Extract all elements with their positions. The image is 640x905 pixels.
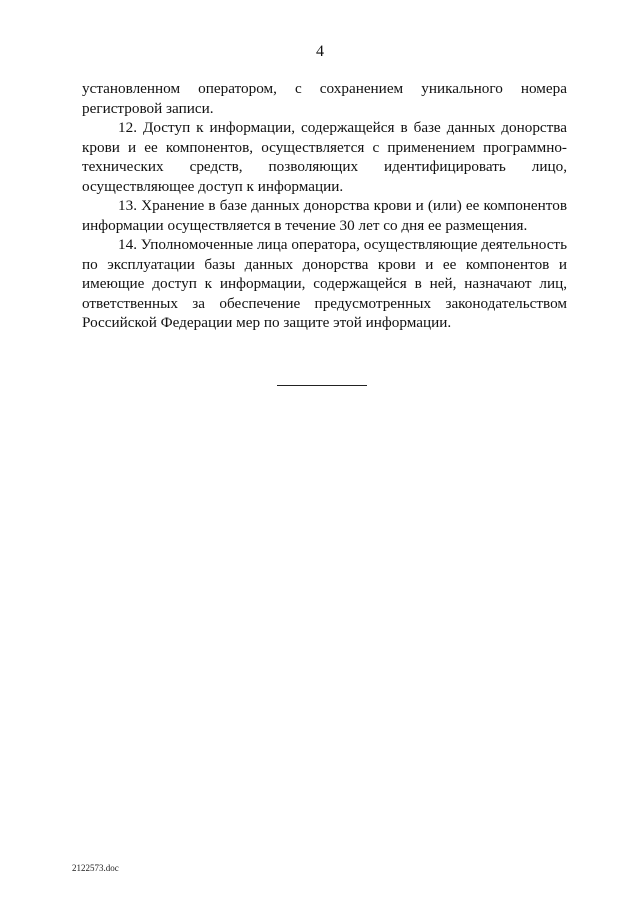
- paragraph-12: 12. Доступ к информации, содержащейся в базе данных донорства крови и ее компонентов, осуществляется с применением программно-технических средств, позволяющих идентифицировать лицо, осуществляющее доступ к информации.: [82, 119, 567, 195]
- end-separator-line: [277, 385, 367, 386]
- paragraph-14: 14. Уполномоченные лица оператора, осуществляющие деятельность по эксплуатации базы данных донорства крови и ее компонентов и имеющие доступ к информации, содержащейся в ней, назначают лиц, ответственных за обеспечение предусмотренных законодательством Российской Федерации мер по защите этой информации.: [82, 236, 567, 331]
- footer-document-code: 2122573.doc: [72, 863, 119, 873]
- paragraph-continuation: установленном оператором, с сохранением уникального номера регистровой записи.: [82, 80, 567, 117]
- document-body: [82, 79, 567, 333]
- paragraph-13: 13. Хранение в базе данных донорства крови и (или) ее компонентов информации осуществляется в течение 30 лет со дня ее размещения.: [82, 197, 567, 234]
- page-number: 4: [316, 43, 324, 60]
